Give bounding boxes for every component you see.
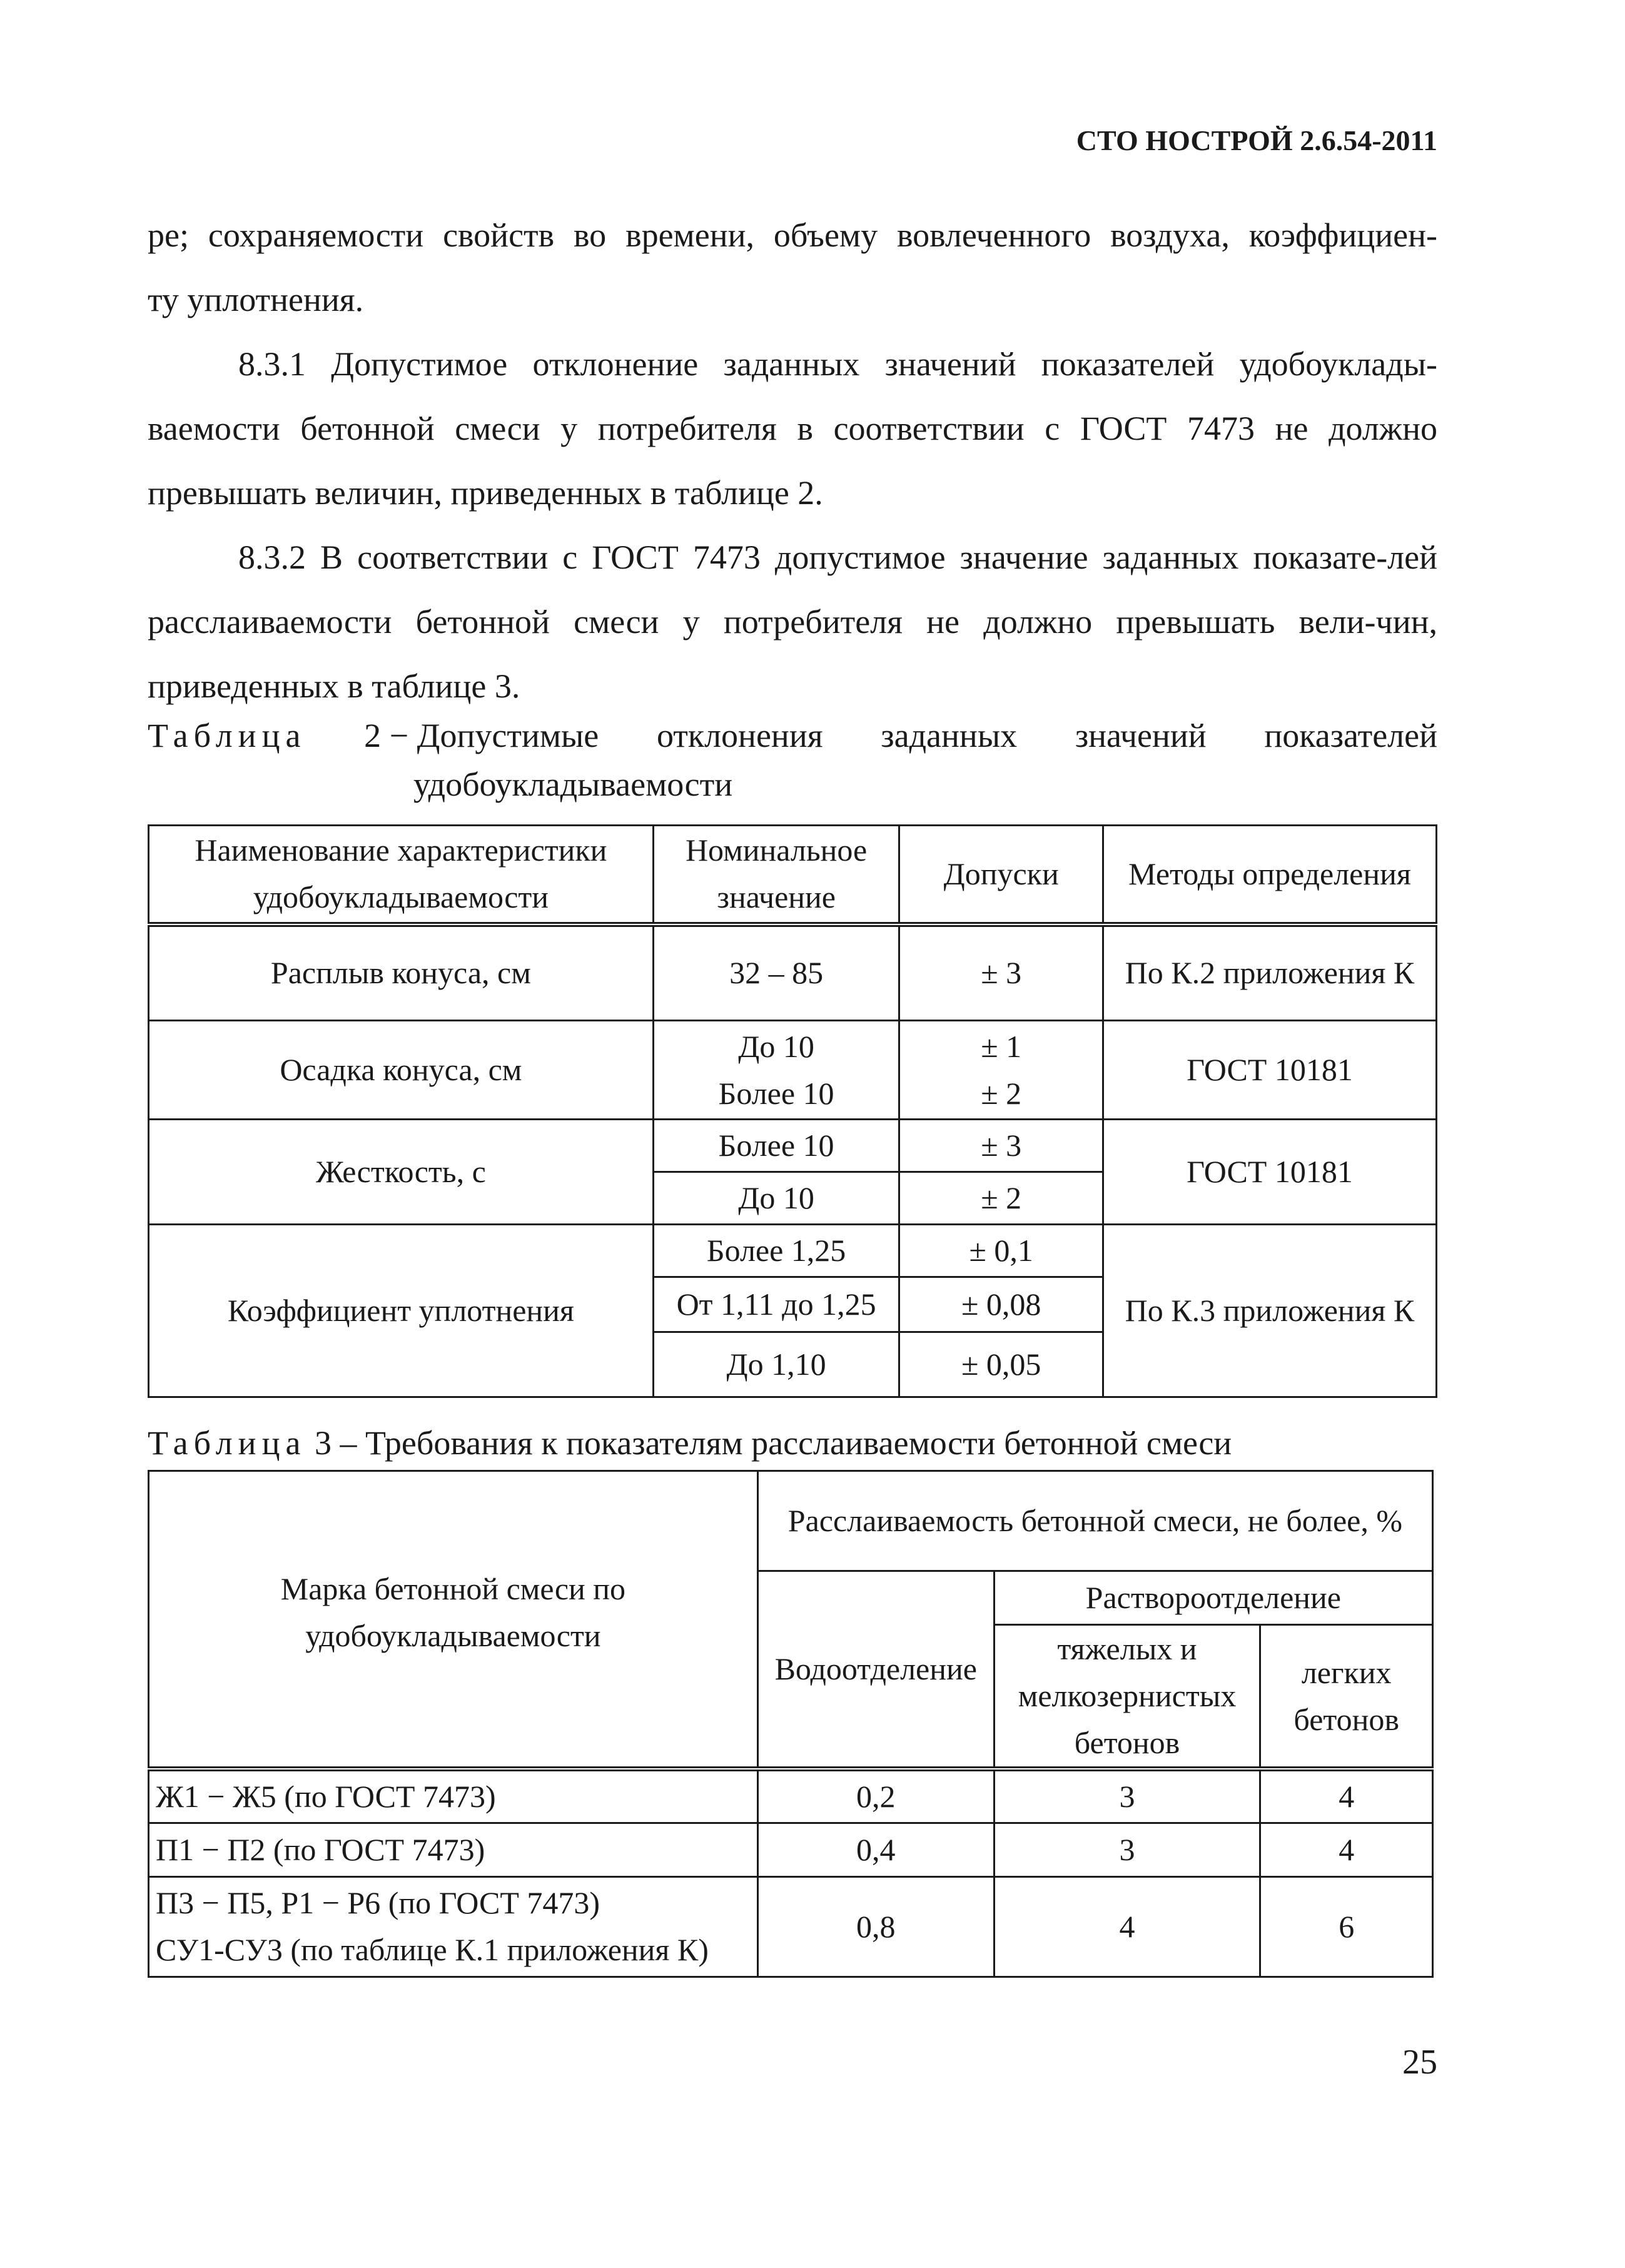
table2-caption-word: заданных <box>881 717 1018 754</box>
cell-name: Расплыв конуса, см <box>149 924 654 1021</box>
cell-method: По К.3 приложения К <box>1103 1225 1436 1397</box>
table3-header-mortar: Раствороотделение <box>994 1571 1432 1625</box>
table-row <box>149 1823 1433 1876</box>
table-row <box>149 1021 1437 1120</box>
table2-caption-number-dash: 2 − Допустимые <box>364 717 599 754</box>
cell-light: 4 <box>1260 1769 1433 1823</box>
cell-nominal: До 10 <box>653 1172 899 1225</box>
cell-name: Жесткость, с <box>149 1120 654 1225</box>
cell-water: 0,8 <box>757 1876 994 1977</box>
cell-mark: П3 − П5, Р1 − Р6 (по ГОСТ 7473) СУ1-СУ3 (по таблице К.1 приложения К) <box>149 1876 758 1977</box>
table2 <box>148 824 1437 1398</box>
table2-header-methods: Методы определения <box>1103 826 1436 924</box>
table3-header-row <box>149 1471 1433 1571</box>
body-text <box>148 203 1437 719</box>
table2-caption-word: показателей <box>1264 717 1437 754</box>
table-row <box>149 1876 1433 1977</box>
cell-nominal: Более 1,25 <box>653 1225 899 1277</box>
table3-caption-label: Таблица <box>148 1424 306 1462</box>
cell-nominal: 32 – 85 <box>653 924 899 1021</box>
document-code-header: СТО НОСТРОЙ 2.6.54-2011 <box>1076 124 1437 156</box>
cell-tolerance: ± 0,1 <box>899 1225 1103 1277</box>
cell-tolerance: ± 0,05 <box>899 1332 1103 1397</box>
table-row <box>149 1120 1437 1172</box>
table3 <box>148 1470 1434 1978</box>
cell-tolerance: ± 1 ± 2 <box>899 1021 1103 1120</box>
cell-light: 4 <box>1260 1823 1433 1876</box>
table-row <box>149 924 1437 1021</box>
table2-caption-label: Таблица <box>148 717 306 754</box>
cell-name: Осадка конуса, см <box>149 1021 654 1120</box>
table3-header-heavy: тяжелых и мелкозернистых бетонов <box>994 1625 1260 1769</box>
table3-caption <box>148 1415 1437 1471</box>
table3-header-mark: Марка бетонной смеси по удобоукладываемости <box>149 1471 758 1769</box>
cell-method: ГОСТ 10181 <box>1103 1120 1436 1225</box>
table3-header-separation: Расслаиваемость бетонной смеси, не более, % <box>757 1471 1432 1571</box>
paragraph-continuation-line2: ту уплотнения. <box>148 281 364 318</box>
table2-header-tolerance: Допуски <box>899 826 1103 924</box>
page-number: 25 <box>1402 2043 1437 2082</box>
paragraph-8-3-2: 8.3.2 В соответствии с ГОСТ 7473 допустимое значение заданных показате-лей расслаиваемости бетонной смеси у потребителя не должно превышать вели-чин, приведенных в таблице 3. <box>148 539 1437 705</box>
table2-caption-word: значений <box>1075 717 1207 754</box>
table-row <box>149 1225 1437 1277</box>
table2-header-nominal: Номинальное значение <box>653 826 899 924</box>
cell-nominal: До 1,10 <box>653 1332 899 1397</box>
cell-tolerance: ± 3 <box>899 924 1103 1021</box>
cell-method: ГОСТ 10181 <box>1103 1021 1436 1120</box>
paragraph-8-3-1: 8.3.1 Допустимое отклонение заданных значений показателей удобоуклады-ваемости бетонной смеси у потребителя в соответствии с ГОСТ 7473 не должно превышать величин, приведенных в таблице 2. <box>148 345 1437 512</box>
cell-tolerance: ± 3 <box>899 1120 1103 1172</box>
table3-header-light: легких бетонов <box>1260 1625 1433 1769</box>
cell-light: 6 <box>1260 1876 1433 1977</box>
cell-tolerance: ± 0,08 <box>899 1277 1103 1332</box>
table-row <box>149 1769 1433 1823</box>
cell-water: 0,2 <box>757 1769 994 1823</box>
cell-heavy: 3 <box>994 1769 1260 1823</box>
table3-caption-text: 3 – Требования к показателям расслаиваемости бетонной смеси <box>314 1424 1232 1462</box>
cell-mark: П1 − П2 (по ГОСТ 7473) <box>149 1823 758 1876</box>
table2-header-row <box>149 826 1437 924</box>
cell-method: По К.2 приложения К <box>1103 924 1436 1021</box>
table2-caption-line2: удобоукладываемости <box>413 766 733 803</box>
paragraph-continuation-line1: ре; сохраняемости свойств во времени, объему вовлеченного воздуха, коэффициен- <box>148 216 1437 254</box>
cell-water: 0,4 <box>757 1823 994 1876</box>
cell-name: Коэффициент уплотнения <box>149 1225 654 1397</box>
table3-header-water: Водоотделение <box>757 1571 994 1769</box>
cell-mark: Ж1 − Ж5 (по ГОСТ 7473) <box>149 1769 758 1823</box>
cell-nominal: От 1,11 до 1,25 <box>653 1277 899 1332</box>
cell-nominal: Более 10 <box>653 1120 899 1172</box>
table2-header-name: Наименование характеристики удобоукладываемости <box>149 826 654 924</box>
table2-caption-word: отклонения <box>656 717 823 754</box>
table2-caption <box>148 706 1437 803</box>
cell-heavy: 4 <box>994 1876 1260 1977</box>
cell-tolerance: ± 2 <box>899 1172 1103 1225</box>
cell-heavy: 3 <box>994 1823 1260 1876</box>
cell-nominal: До 10 Более 10 <box>653 1021 899 1120</box>
